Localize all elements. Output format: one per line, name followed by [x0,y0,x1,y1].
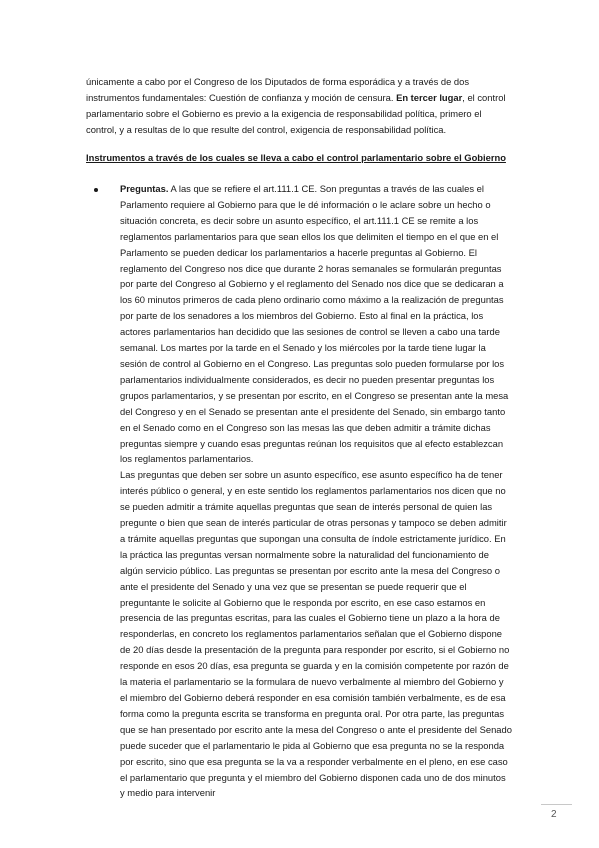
list-item-title: Preguntas. [120,183,169,194]
intro-paragraph [86,74,510,138]
intro-text-after: , el control parlamentario sobre el Gobierno es previo a la exigencia de responsabilidad política, primero el control, y a resultas de lo que resulte del control, exigencia de responsabilidad política. [86,92,506,135]
footer-divider [541,804,572,805]
list-item-paragraph-2: Las preguntas que deben ser sobre un asunto específico, ese asunto específico ha de tener interés público o general, y en este sentido los reglamentos parlamentarios nos dicen que no se pueden admitir a trámite aquellas preguntas que sean de interés personal de quien las pregunte o bien que sean de interés particular de otras personas y tampoco se deben admitir a trámite aquellas preguntas que supongan una consulta de índole estrictamente jurídico. En la práctica las preguntas versan normalmente sobre la naturalidad del funcionamiento de algún servicio público. Las preguntas se presentan por escrito ante la mesa del Congreso o ante el presidente del Senado y una vez que se presentan se puede requerir que el preguntante le solicite al Gobierno que le responda por escrito, en ese caso estamos en presencia de las preguntas escritas, para las cuales el Gobierno tiene un plazo a la hora de responderlas, en concreto los reglamentos parlamentarios señalan que el Gobierno dispone de 20 días desde la presentación de la pregunta para responder por escrito, si el Gobierno no responde en esos 20 días, esa pregunta se guarda y en la comisión competente por razón de la materia el parlamentario se la formulara de nuevo verbalmente al miembro del Gobierno y el miembro del Gobierno deberá responder en esa comisión también verbalmente, es de esa forma como la pregunta escrita se transforma en pregunta oral. Por otra parte, las preguntas que se han presentado por escrito ante la mesa del Congreso o ante el presidente del Senado puede suceder que el parlamentario le pida al Gobierno que esa pregunta no se la responda por escrito, sino que esa pregunta se la va a responder verbalmente en el pleno, en ese caso el parlamentario que pregunta y el miembro del Gobierno disponen cada uno de dos minutos y medio para intervenir [120,469,512,799]
intro-text-before: únicamente a cabo por el Congreso de los Diputados de forma esporádica y a través de dos instrumentos fundamentales: Cuestión de confianza y moción de censura. [86,76,470,103]
bullet-icon [94,188,98,192]
list-item-paragraph-1: A las que se refiere el art.111.1 CE. Son preguntas a través de las cuales el Parlamento requiere al Gobierno para que le dé información o le aclare sobre un hecho o situación concreta, es decir sobre un asunto específico, el art.111.1 CE se remite a los reglamentos parlamentarios para que sean ellos los que delimiten el tiempo en el que en el Parlamento se pueden dedicar los parlamentarios a hacerle preguntas al Gobierno. El reglamento del Congreso nos dice que durante 2 horas semanales se formularán preguntas por parte del Congreso al Gobierno y el reglamento del Senado nos dice que se dedicaran a los 60 minutos primeros de cada pleno ordinario como máximo a la realización de preguntas por parte de los senadores a los miembros del Gobierno. Esto al final en la práctica, los actores parlamentarios han decidido que las sesiones de control se lleven a cabo una tarde semanal. Los martes por la tarde en el Senado y los miércoles por la tarde tiene lugar la sesión de control al Gobierno en el Congreso. Las preguntas solo pueden formularse por los parlamentarios individualmente considerados, es decir no pueden presentar preguntas los grupos parlamentarios, y se presentan por escrito, en el Congreso se presentan ante la mesa del Congreso y en el Senado se presentan ante el presidente del Senado, sin embargo tanto en el Senado como en el Congreso son las mesas las que deben admitir a trámite dichas preguntas siempre y cuando esas preguntas reúnan los requisitos que al efecto establezcan los reglamentos parlamentarios. [120,183,509,465]
intro-emphasis: En tercer lugar [396,92,463,103]
page-number: 2 [551,809,557,820]
section-heading: Instrumentos a través de los cuales se lleva a cabo el control parlamentario sobre el Gobierno [86,152,506,163]
list-item [120,181,512,801]
